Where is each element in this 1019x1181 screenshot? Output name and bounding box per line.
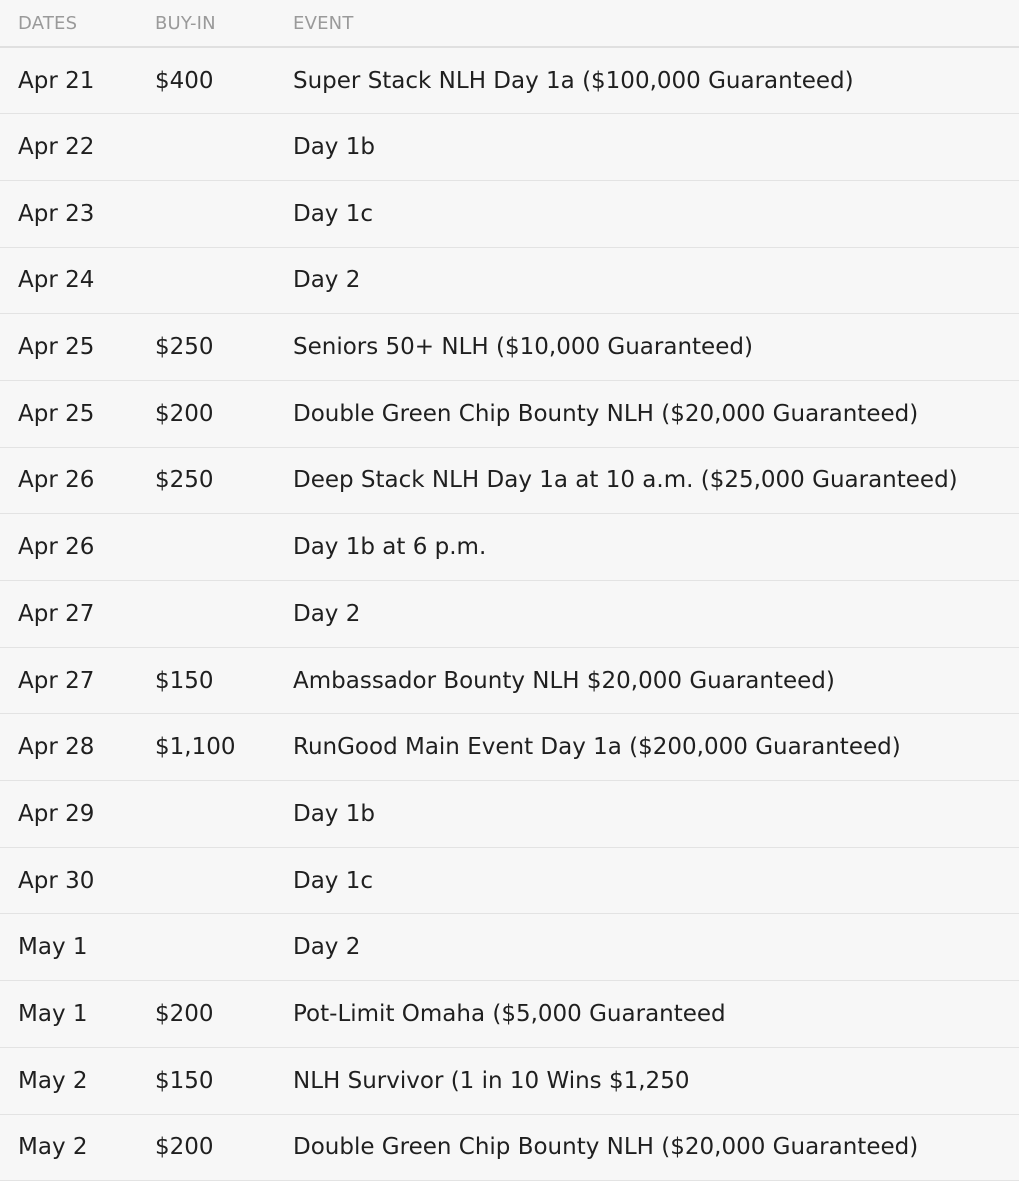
date-cell: Apr 27 [0,581,137,648]
buyin-cell: $150 [137,647,275,714]
buyin-cell: $200 [137,981,275,1048]
buyin-cell: $250 [137,447,275,514]
date-cell: Apr 25 [0,380,137,447]
date-cell: Apr 28 [0,714,137,781]
date-cell: Apr 24 [0,247,137,314]
buyin-cell [137,247,275,314]
date-cell: Apr 23 [0,180,137,247]
table-row [0,447,1019,514]
date-cell: Apr 27 [0,647,137,714]
date-cell: May 2 [0,1114,137,1181]
event-cell: Seniors 50+ NLH ($10,000 Guaranteed) [275,314,1019,381]
table-row [0,647,1019,714]
event-cell: Pot-Limit Omaha ($5,000 Guaranteed [275,981,1019,1048]
buyin-cell: $250 [137,314,275,381]
table-row [0,247,1019,314]
buyin-cell: $150 [137,1047,275,1114]
table-row [0,714,1019,781]
buyin-cell: $400 [137,47,275,114]
event-cell: Deep Stack NLH Day 1a at 10 a.m. ($25,000 Guaranteed) [275,447,1019,514]
event-cell: Double Green Chip Bounty NLH ($20,000 Guaranteed) [275,380,1019,447]
event-cell: Day 1c [275,180,1019,247]
date-cell: Apr 30 [0,847,137,914]
buyin-cell [137,514,275,581]
buyin-cell [137,914,275,981]
column-header-dates: DATES [0,0,137,47]
buyin-cell: $200 [137,1114,275,1181]
table-body [0,47,1019,1181]
event-cell: Super Stack NLH Day 1a ($100,000 Guaranteed) [275,47,1019,114]
column-header-event: EVENT [275,0,1019,47]
buyin-cell [137,581,275,648]
table-row [0,380,1019,447]
table-row [0,114,1019,181]
table-row [0,914,1019,981]
table-header [0,0,1019,47]
table-row [0,981,1019,1048]
date-cell: May 2 [0,1047,137,1114]
event-cell: Double Green Chip Bounty NLH ($20,000 Guaranteed) [275,1114,1019,1181]
table-row [0,47,1019,114]
table-row [0,514,1019,581]
event-cell: Day 1b [275,781,1019,848]
event-cell: Day 2 [275,914,1019,981]
table-row [0,847,1019,914]
buyin-cell [137,781,275,848]
event-cell: NLH Survivor (1 in 10 Wins $1,250 [275,1047,1019,1114]
date-cell: Apr 25 [0,314,137,381]
buyin-cell: $1,100 [137,714,275,781]
date-cell: Apr 26 [0,514,137,581]
column-header-buyin: BUY-IN [137,0,275,47]
event-cell: Day 1c [275,847,1019,914]
date-cell: Apr 21 [0,47,137,114]
header-row [0,0,1019,47]
buyin-cell [137,114,275,181]
event-cell: Ambassador Bounty NLH $20,000 Guaranteed) [275,647,1019,714]
table-row [0,1047,1019,1114]
date-cell: Apr 29 [0,781,137,848]
table-row [0,180,1019,247]
date-cell: May 1 [0,914,137,981]
event-cell: Day 2 [275,247,1019,314]
date-cell: Apr 26 [0,447,137,514]
table-row [0,781,1019,848]
event-cell: Day 1b at 6 p.m. [275,514,1019,581]
event-cell: RunGood Main Event Day 1a ($200,000 Guaranteed) [275,714,1019,781]
event-cell: Day 2 [275,581,1019,648]
buyin-cell [137,847,275,914]
date-cell: Apr 22 [0,114,137,181]
table-row [0,1114,1019,1181]
buyin-cell [137,180,275,247]
table-row [0,581,1019,648]
date-cell: May 1 [0,981,137,1048]
buyin-cell: $200 [137,380,275,447]
table-row [0,314,1019,381]
event-cell: Day 1b [275,114,1019,181]
